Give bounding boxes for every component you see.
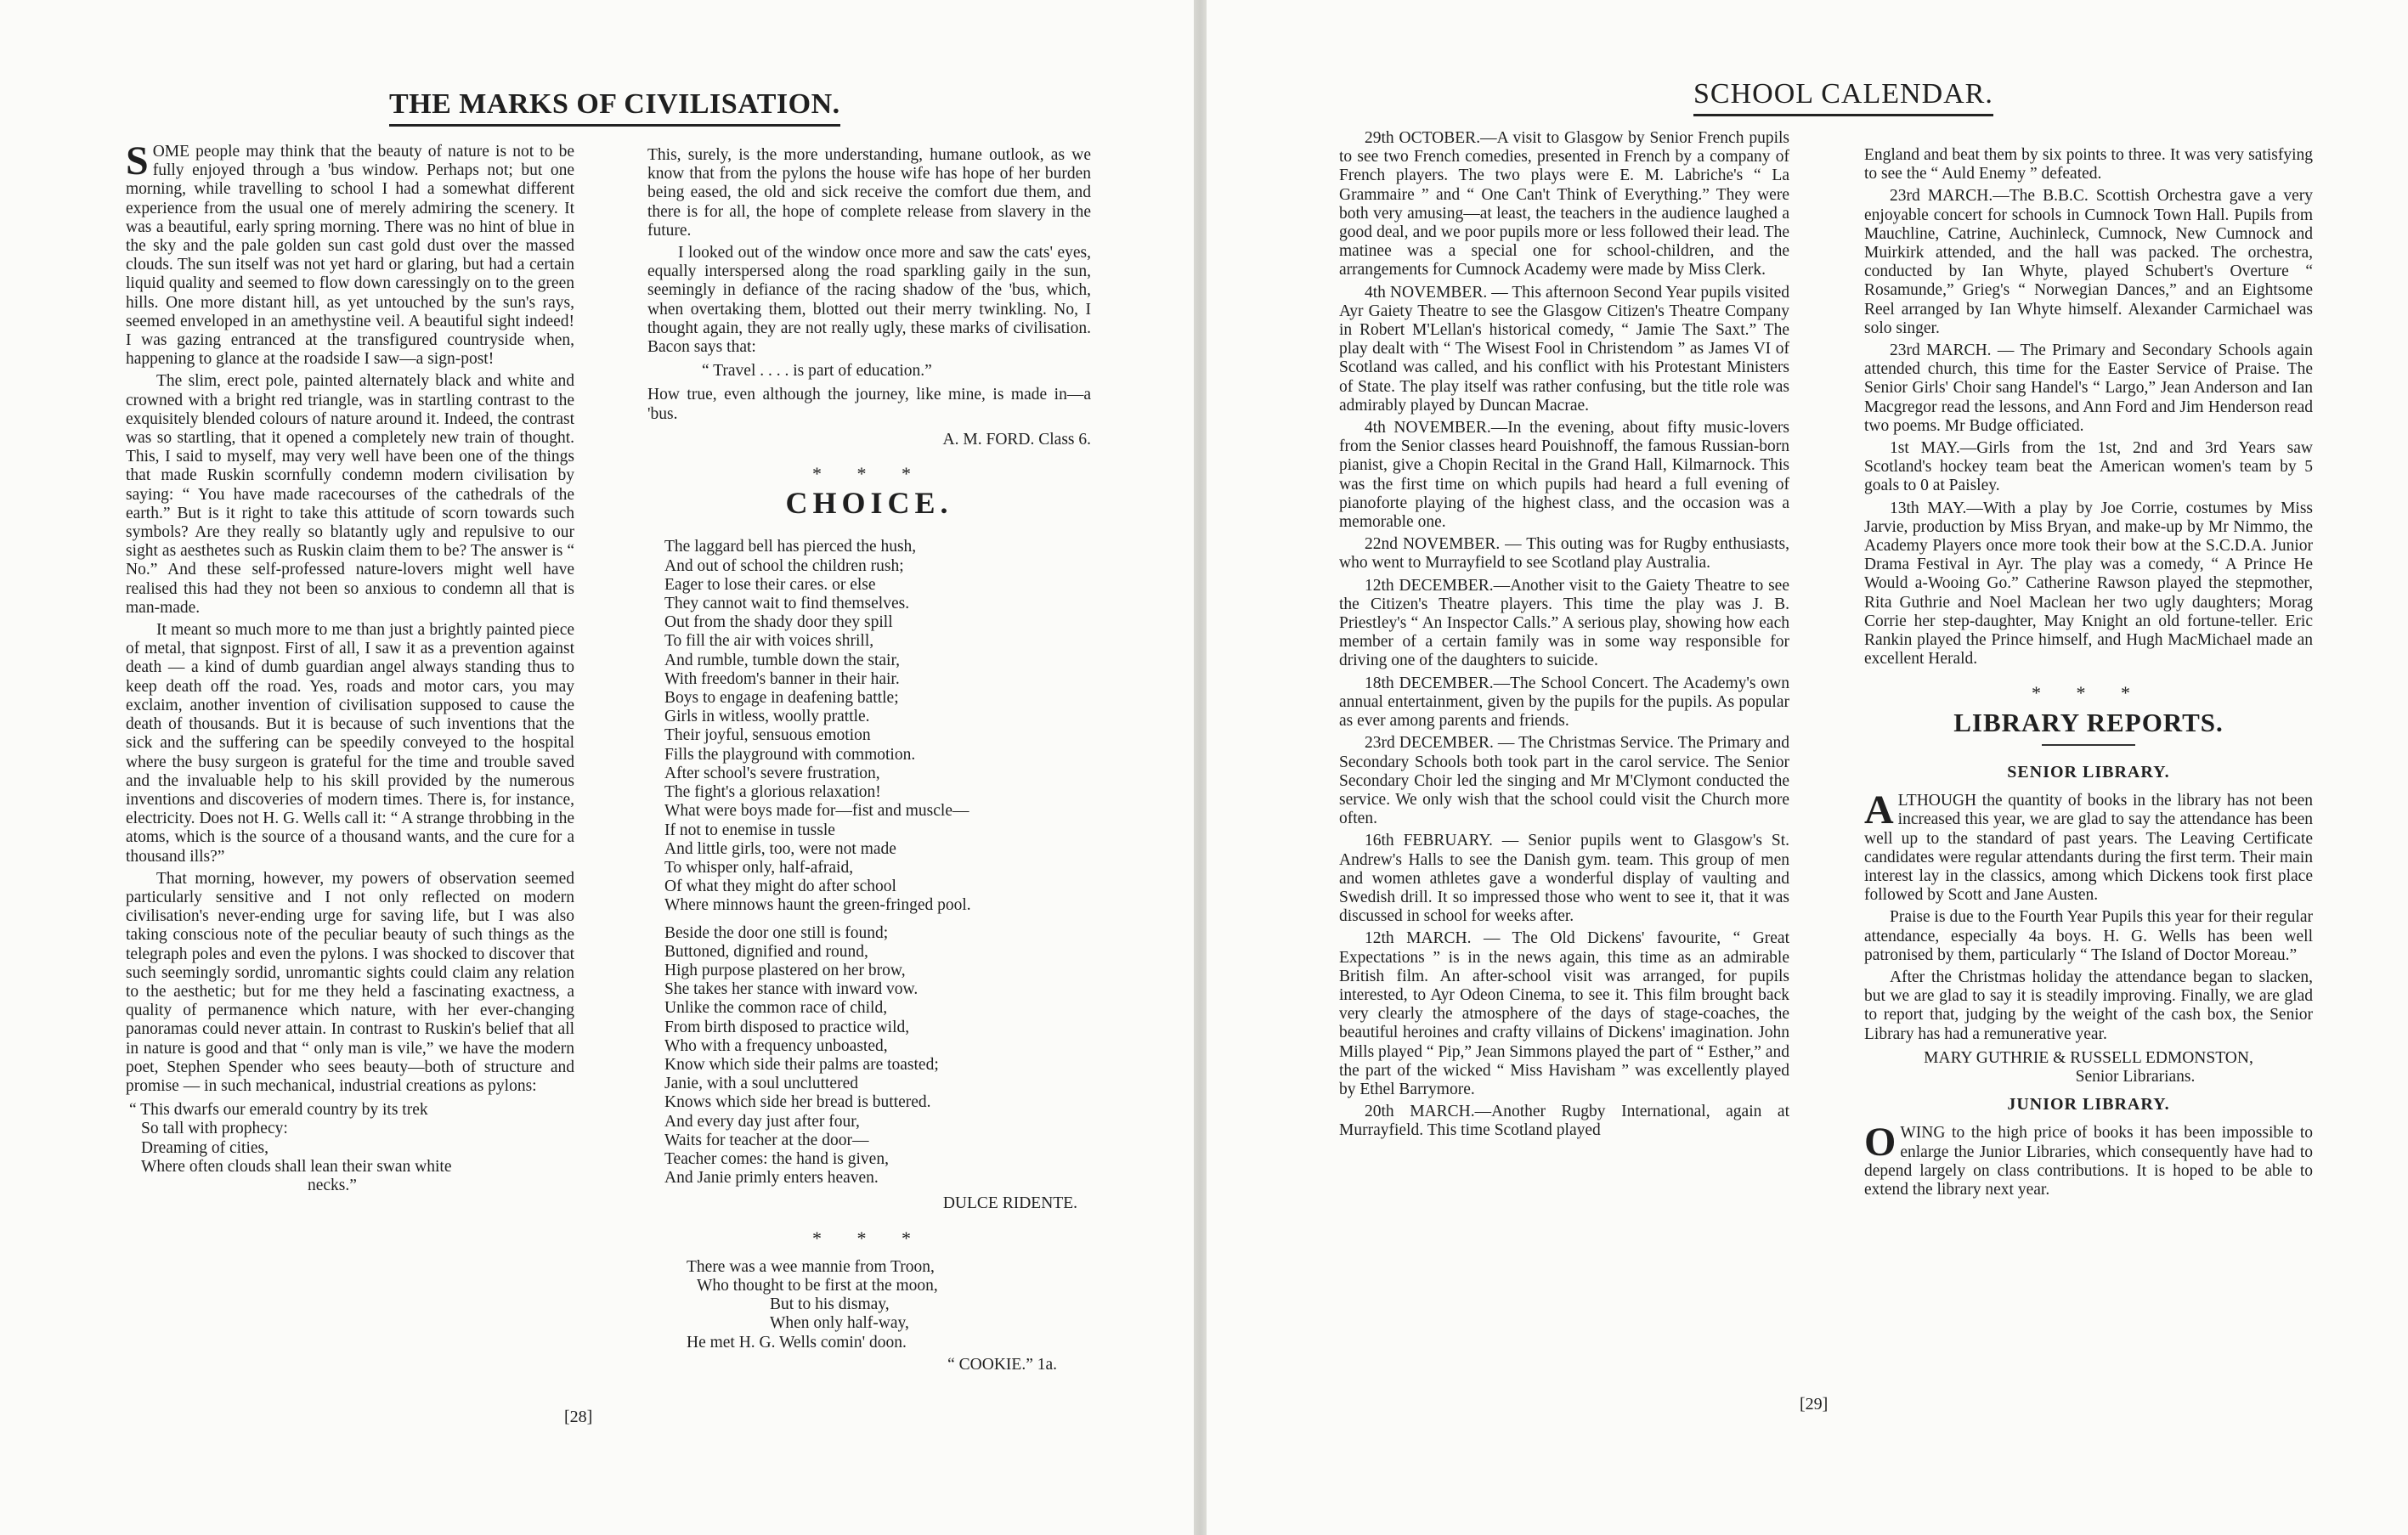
limerick-signature: “ COOKIE.” 1a. xyxy=(947,1355,1057,1374)
calendar-entry: 4th NOVEMBER. — This afternoon Second Year pupils visited Ayr Gaiety Theatre to see the Glasgow Citizen's Theatre Company in Robert M'Lellan's historical comedy, “ Jamie The Saxt.” The play dealt with “ The Wisest Fool in Christendom ” as James VI of Scotland was called, and his conflict with his Protestant Ministers of State. The play itself was rather confusing, but the title role was admirably played by Duncan Macrae. xyxy=(1339,283,1789,415)
bacon-quote: “ Travel . . . . is part of education.” xyxy=(702,362,932,381)
calendar-entry: 12th DECEMBER.—Another visit to the Gaiety Theatre to see the Citizen's Theatre players. This time the play was J. B. Priestley's “ An Inspector Calls.” A serious play, showing how each member of a certain family was in some way responsible for driving one of the daughters to suicide. xyxy=(1339,576,1789,670)
calendar-entry: 1st MAY.—Girls from the 1st, 2nd and 3rd Years saw Scotland's hockey team beat the American women's team by 5 goals to 0 at Paisley. xyxy=(1864,439,2313,495)
calendar-entry: 23rd DECEMBER. — The Christmas Service. The Primary and Secondary Schools both took part in the carol service. The Senior Secondary Choir led the singing and Mr M'Clymont conducted the service. We only wish that the school could visit the Church more often. xyxy=(1339,734,1789,828)
calendar-entry: 23rd MARCH.—The B.B.C. Scottish Orchestra gave a very enjoyable concert for schools in Cumnock Town Hall. Pupils from Mauchline, Catrine, Auchinleck, Cumnock, New Cumnock and Muirkirk attended, and the hall was packed. The orchestra, conducted by Ian Whyte, played Schubert's Overture “ Rosamunde,” Grieg's “ Norwegian Dances,” and an Eightsome Reel arranged by Ian Whyte himself. Alexander Carmichael was solo singer. xyxy=(1864,187,2313,337)
senior-library-paragraph: ALTHOUGH the quantity of books in the library has not been increased this year, we are glad to say the attendance has been well up to the standard of past years. The Leaving Certificate candidates were regular attendants during the first term. Their main interest lay in the classics, among which Dickens took first place followed by Scott and Jane Austen. xyxy=(1864,787,2313,905)
limerick: There was a wee mannie from Troon, Who thought to be first at the moon, But to his dismay, When only half-way, He met H. G. Wells comin' doon. xyxy=(687,1257,938,1352)
calendar-entry: 12th MARCH. — The Old Dickens' favourite, “ Great Expectations ” is in the news again, this time as an admirable British film. An after-school visit was arranged, for pupils interested, to Ayr Odeon Cinema, to see it. This film brought back very clearly the atmosphere of the days of stage-coaches, the beautiful heroines and crafty villains of Dickens' imagination. John Mills played “ Pip,” Jean Simmons played the part of “ Esther,” and the part of the wicked “ Miss Havisham ” was excellently played by Ethel Barrymore. xyxy=(1339,929,1789,1098)
poem-stanza-2: Beside the door one still is found; Buttoned, dignified and round, High purpose plastered on her brow, She takes her stance with inward vow. Unlike the common race of child, From birth disposed to practice wild, Who with a frequency unboasted, Know which side their palms are toasted; Janie, with a soul uncluttered Knows which side her bread is buttered. And every day just after four, Waits for teacher at the door— Teacher comes: the hand is given, And Janie primly enters heaven. xyxy=(664,923,939,1188)
right-page xyxy=(1207,0,2408,1535)
section-divider-stars: * * * xyxy=(812,1227,926,1249)
essay-paragraph: SOME people may think that the beauty of nature is not to be fully enjoyed through a 'bus window. Perhaps not; but one morning, while travelling to school I had a somewhat different experience from the usual one of merely admiring the scenery. It was a beautiful, early spring morning. There was no hint of blue in the sky and the pale golden sun cast gold dust over the massed clouds. The sun itself was not yet hard or glaring, but had a certain liquid quality and seemed to flow down caressingly on to the green hills. One more distant hill, as yet untouched by the sun's rays, seemed enveloped in an amethystine veil. A beautiful sight indeed! I was gazing entranced at the transfigured countryside when, happening to glance at the roadside I saw—a sign-post! xyxy=(126,138,574,369)
section-divider-stars: * * * xyxy=(2032,682,2145,704)
calendar-entry: 13th MAY.—With a play by Joe Corrie, costumes by Miss Jarvie, production by Miss Bryan, and make-up by Mr Nimmo, the Academy Players once more took their bow at the S.C.D.A. Junior Drama Festival in Ayr. The play was a comedy, “ A Prince He Would a-Wooing Go.” Catherine Rawson played the stepmother, Rita Guthrie and Noel Maclean her two ugly daughters; Morag Corrie her step-daughter, May Knight an old fortune-teller. Eric Rankin played the Prince himself, and Hugh MacMichael made an excellent Herald. xyxy=(1864,499,2313,669)
page-number: [28] xyxy=(564,1408,593,1426)
essay-paragraph: This, surely, is the more understanding, humane outlook, as we know that from the pylons the house wife has hope of her burden being eased, the old and sick receive the comfort due them, and there is for all, the hope of complete release from slavery in the future. xyxy=(647,146,1091,240)
page-number: [29] xyxy=(1800,1395,1829,1414)
page-title-school-calendar: SCHOOL CALENDAR. xyxy=(1693,78,1993,116)
drop-cap: O xyxy=(1864,1120,1896,1165)
calendar-entry: 4th NOVEMBER.—In the evening, about fifty music-lovers from the Senior classes heard Pouishnoff, the famous Russian-born pianist, give a Chopin Recital in the Grand Hall, Kilmarnock. This was the first time on which pupils had heard a full evening of pianoforte playing of the highest class, and the occasion was a memorable one. xyxy=(1339,419,1789,532)
calendar-entry: 20th MARCH.—Another Rugby International, again at Murrayfield. This time Scotland played xyxy=(1339,1103,1789,1140)
senior-library-title: SENIOR LIBRARY. xyxy=(2007,762,2170,782)
senior-librarians-signature: MARY GUTHRIE & RUSSELL EDMONSTON, xyxy=(1924,1048,2253,1067)
calendar-entry: 18th DECEMBER.—The School Concert. The Academy's own annual entertainment, given by the pupils for the pupils. As popular as ever among parents and friends. xyxy=(1339,674,1789,731)
calendar-entry: 29th OCTOBER.—A visit to Glasgow by Senior French pupils to see two French comedies, presented in French by a company of French players. The two plays were E. M. Labriche's “ La Grammaire ” and “ One Can't Think of Everything.” They were both very amusing—at least, the teachers in the audience laughed a good deal, and we poor pupils more or less followed their lead. The matinee was a special one for school-children, and the arrangements for Cumnock Academy were made by Miss Clerk. xyxy=(1339,129,1789,279)
essay-paragraph: That morning, however, my powers of observation seemed particularly sensitive and I not only reflected on modern civilisation's never-ending urge for saving life, but I was also taking conscious note of the peculiar beauty of such things as the telegraph poles and even the pylons. I was shocked to discover that such seemingly sordid, unromantic sights could claim any relation to the aesthetic; but for me they held a fascinating exactness, a quality of permanence which nature, with her ever-changing panoramas could never attain. In contrast to Ruskin's belief that all in nature is good and that “ only man is vile,” we have the modern poet, Stephen Spender who sees beauty—both of structure and promise — in such mechanical, industrial creations as pylons: xyxy=(126,869,574,1095)
drop-cap: S xyxy=(126,138,149,183)
book-gutter xyxy=(1194,0,1207,1535)
calendar-entry: 16th FEBRUARY. — Senior pupils went to Glasgow's St. Andrew's Halls to see the Danish gym. team. This group of men and women athletes gave a wonderful display of vaulting and Swedish drill. It so impressed those who went to see it, that it was discussed in school for weeks after. xyxy=(1339,832,1789,926)
essay-column-2 xyxy=(647,146,1091,1374)
essay-signature: A. M. FORD. Class 6. xyxy=(942,430,1091,449)
poem-choice xyxy=(647,538,1091,1188)
essay-paragraph: The slim, erect pole, painted alternately black and white and crowned with a bright red triangle, was in startling contrast to the exquisitely blended colours of nature around it. Indeed, the contrast was so startling, that it opened a completely new train of thought. This, I said to myself, may very well have been one of the things that made Ruskin scornfully condemn modern civilisation by saying: “ You have made racecourses of the cathedrals of the earth.” But is it right to take this attitude of scorn towards such symbols? Are they really so blatantly ugly and repulsive to our sight as aesthetes such as Ruskin claim them to be? The answer is “ No.” And these self-professed nature-lovers might well have realised this had they not been so anxious to condemn all that is man-made. xyxy=(126,372,574,617)
junior-library-title: JUNIOR LIBRARY. xyxy=(2007,1095,2170,1115)
poem-signature: DULCE RIDENTE. xyxy=(942,1194,1077,1213)
senior-librarians-role: Senior Librarians. xyxy=(2075,1067,2196,1086)
library-reports-title: LIBRARY REPORTS. xyxy=(1953,707,2224,737)
calendar-column-2 xyxy=(1864,146,2313,1199)
senior-library-paragraph: After the Christmas holiday the attendance began to slacken, but we are glad to say it is steadily improving. Finally, we are glad to report that, judging by the weight of the cash box, the Senior Library has had a remunerative year. xyxy=(1864,968,2313,1043)
poem-title-choice: CHOICE. xyxy=(785,486,953,521)
left-page xyxy=(0,0,1194,1535)
calendar-entry: 23rd MARCH. — The Primary and Secondary Schools again attended church, this time for the Easter Service of Praise. The Senior Girls' Choir sang Handel's “ Largo,” Jean Anderson and Ian Macgregor read the lessons, and Ann Ford and Jim Henderson read two poems. Mr Budge officiated. xyxy=(1864,341,2313,435)
essay-paragraph: How true, even although the journey, like mine, is made in—a 'bus. xyxy=(647,386,1091,423)
calendar-entry: England and beat them by six points to three. It was very satisfying to see the “ Auld Enemy ” defeated. xyxy=(1864,146,2313,183)
essay-column-1 xyxy=(126,138,574,1200)
drop-cap: A xyxy=(1864,787,1894,833)
junior-library-paragraph: OWING to the high price of books it has been impossible to enlarge the Junior Libraries, which consequently have had to depend largely on class contributions. It is hoped to be able to extend the library next year. xyxy=(1864,1120,2313,1199)
page-title-marks-of-civilisation: THE MARKS OF CIVILISATION. xyxy=(389,88,840,127)
poem-stanza-1: The laggard bell has pierced the hush, And out of school the children rush; Eager to lose their cares. or else They cannot wait to find themselves. Out from the shady door they spill To fill the air with voices shrill, And rumble, tumble down the stair, With freedom's banner in their hair. Boys to engage in deafening battle; Girls in witless, woolly prattle. Their joyful, sensuous emotion Fills the playground with commotion. After school's severe frustration, The fight's a glorious relaxation! What were boys made for—fist and muscle— If not to enemise in tussle And little girls, too, were not made To whisper only, half-afraid, Of what they might do after school Where minnows haunt the green-fringed pool. xyxy=(664,538,971,915)
essay-paragraph: It meant so much more to me than just a brightly painted piece of metal, that signpost. First of all, I saw it as a prevention against death — a kind of dumb guardian angel always standing thus to keep death off the road. Yes, roads and motor cars, you may exclaim, another invention of civilisation supposed to cause the death of thousands. But it is because of such inventions that the sick and the suffering can be speedily conveyed to the hospital where the busy surgeon is grateful for the time and trouble saved and the invaluable help to his skill provided by the numerous inventions and discoveries of modern times. There is, for instance, electricity. Does not H. G. Wells call it: “ A strange throbbing in the atoms, which is the source of a thousand wants, and the cure for a thousand ills?” xyxy=(126,621,574,866)
essay-paragraph: I looked out of the window once more and saw the cats' eyes, equally interspersed along the road sparkling gaily in the sun, seemingly in defiance of the racing shadow of the 'bus, which, when overtaking them, blotted out their merry twinkling. No, I thought again, they are not really ugly, these marks of civilisation. Bacon says that: xyxy=(647,244,1091,357)
calendar-entry: 22nd NOVEMBER. — This outing was for Rugby enthusiasts, who went to Murrayfield to see Scotland play Australia. xyxy=(1339,535,1789,573)
section-divider-stars: * * * xyxy=(812,463,926,485)
senior-library-paragraph: Praise is due to the Fourth Year Pupils this year for their regular attendance, especially 4a boys. H. G. Wells has been well patronised by them, particularly “ The Island of Doctor Moreau.” xyxy=(1864,908,2313,964)
calendar-column-1 xyxy=(1339,129,1789,1141)
title-rule xyxy=(2042,744,2135,746)
spender-quote: “ This dwarfs our emerald country by its trek So tall with prophecy: Dreaming of cities, Where often clouds shall lean their swan white necks.” xyxy=(129,1101,452,1194)
